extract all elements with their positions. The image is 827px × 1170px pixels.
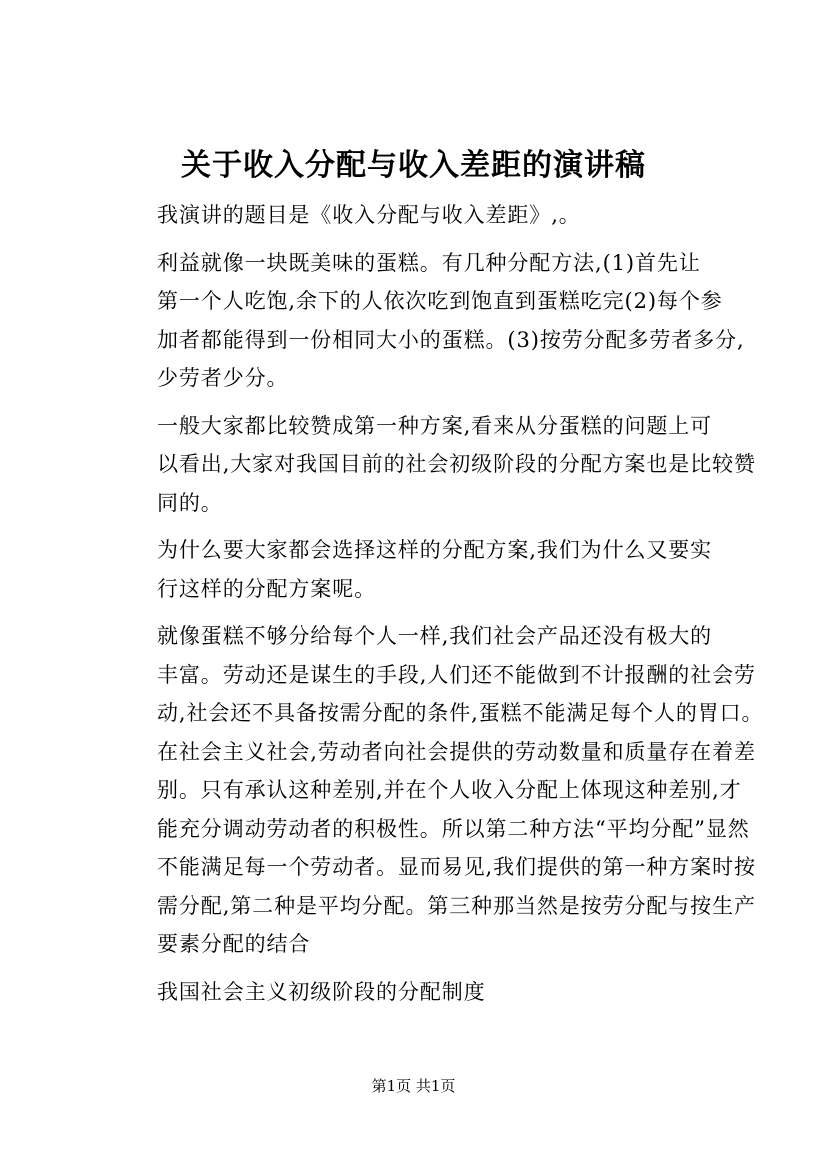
paragraph-line: 少劳者少分。: [157, 366, 289, 390]
paragraph-1: [111, 196, 723, 235]
paragraph-line: 我国社会主义初级阶段的分配制度: [157, 979, 486, 1004]
paragraph-line: 利益就像一块既美味的蛋糕。有几种分配方法,(1)首先让: [157, 250, 701, 275]
paragraph-line: 需分配,第二种是平均分配。第三种那当然是按劳分配与按生产: [157, 893, 756, 918]
paragraph-2: [111, 244, 745, 398]
paragraph-4: [111, 531, 723, 608]
paragraph-line: 为什么要大家都会选择这样的分配方案,我们为什么又要实: [157, 538, 713, 562]
document-title: 关于收入分配与收入差距的演讲稿: [181, 148, 646, 183]
paragraph-line: 要素分配的结合: [157, 932, 311, 956]
document-body: [111, 196, 764, 1020]
paragraph-line: 加者都能得到一份相同大小的蛋糕。(3)按劳分配多劳者多分,: [157, 327, 745, 352]
paragraph-6: [111, 973, 723, 1012]
page-number-footer: 第1页 共1页: [371, 1077, 456, 1095]
paragraph-line: 一般大家都比较赞成第一种方案,看来从分蛋糕的问题上可: [157, 413, 713, 438]
paragraph-line: 我演讲的题目是《收入分配与收入差距》,。: [157, 203, 581, 227]
paragraph-line: 同的。: [157, 490, 223, 515]
paragraph-3: [111, 407, 756, 523]
paragraph-line: 能充分调动劳动者的积极性。所以第二种方法“平均分配”显然: [157, 816, 750, 841]
paragraph-line: 就像蛋糕不够分给每个人一样,我们社会产品还没有极大的: [157, 624, 713, 648]
paragraph-line: 别。只有承认这种差别,并在个人收入分配上体现这种差别,才: [157, 778, 742, 802]
paragraph-line: 在社会主义社会,劳动者向社会提供的劳动数量和质量存在着差: [157, 739, 756, 764]
paragraph-line: 第一个人吃饱,余下的人依次吃到饱直到蛋糕吃完(2)每个参: [157, 289, 723, 313]
paragraph-line: 以看出,大家对我国目前的社会初级阶段的分配方案也是比较赞: [157, 452, 756, 476]
paragraph-line: 不能满足每一个劳动者。显而易见,我们提供的第一种方案时按: [157, 855, 756, 879]
paragraph-5: [111, 617, 764, 964]
paragraph-line: 动,社会还不具备按需分配的条件,蛋糕不能满足每个人的胃口。: [157, 701, 764, 725]
paragraph-line: 丰富。劳动还是谋生的手段,人们还不能做到不计报酬的社会劳: [157, 662, 756, 687]
paragraph-line: 行这样的分配方案呢。: [157, 576, 376, 601]
